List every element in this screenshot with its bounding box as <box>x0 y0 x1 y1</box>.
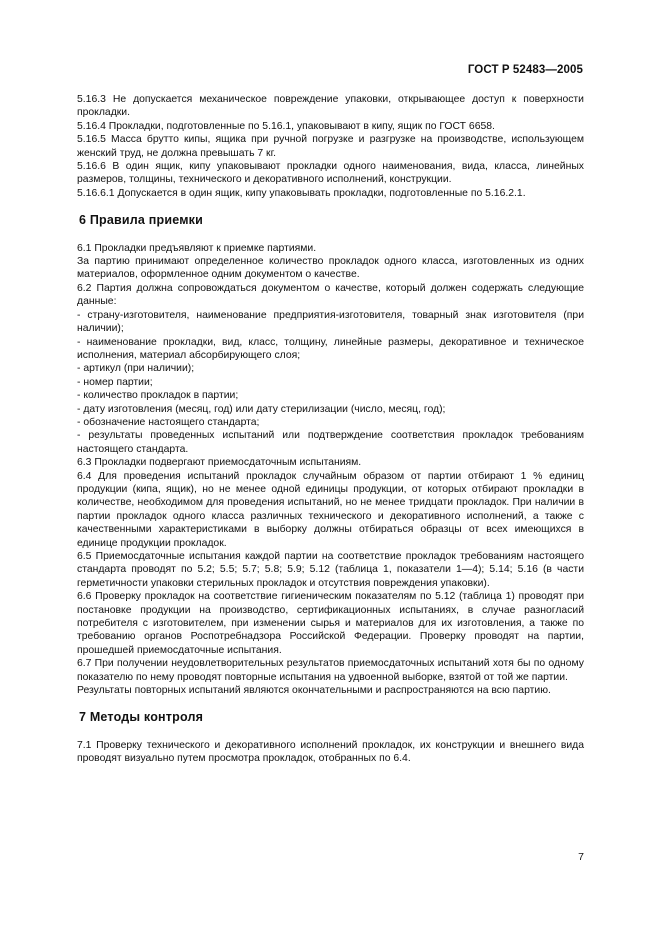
list-item: - номер партии; <box>77 376 153 388</box>
list-item: - количество прокладок в партии; <box>77 390 239 402</box>
paragraph-5-16-6: 5.16.6 В один ящик, кипу упаковывают прокладки одного наименования, вида, класса, линейных размеров, толщины, технического и декоративного исполнений, конструкции. <box>77 161 584 186</box>
paragraph-6-7-results: Результаты повторных испытаний являются окончательными и распространяются на всю партию. <box>77 685 551 697</box>
paragraph-6-2: 6.2 Партия должна сопровождаться документом о качестве, который должен содержать следующие данные: <box>77 282 584 308</box>
paragraph-6-4: 6.4 Для проведения испытаний прокладок случайным образом от партии отбирают 1 % единиц продукции (кипа, ящик), но не менее одной единицы продукции, от которых отбирают прокладки в количестве, необходимом для проведения испытаний, но не менее тридцати прокладок. При наличии в партии прокладок одного класса различных технического и декоративного исполнений, а также с качественными характеристиками в выборку должны отбираться образцы от всех имеющихся в единице продукции прокладок. <box>77 470 584 549</box>
list-item: - артикул (при наличии); <box>77 363 195 375</box>
paragraph-5-16-4: 5.16.4 Прокладки, подготовленные по 5.16.1, упаковывают в кипу, ящик по ГОСТ 6658. <box>77 120 495 132</box>
paragraph-6-1-batch: За партию принимают определенное количество прокладок одного класса, изготовленных из одних материалов, оформленное одним документом о качестве. <box>77 256 584 281</box>
paragraph-6-1: 6.1 Прокладки предъявляют к приемке партиями. <box>77 242 317 254</box>
paragraph-5-16-6-1: 5.16.6.1 Допускается в один ящик, кипу упаковывать прокладки, подготовленные по 5.16.2.1. <box>77 187 526 199</box>
section-6-title: 6 Правила приемки <box>79 213 203 228</box>
paragraph-6-3: 6.3 Прокладки подвергают приемосдаточным испытаниям. <box>77 457 362 469</box>
paragraph-5-16-3: 5.16.3 Не допускается механическое повреждение упаковки, открывающее доступ к поверхности прокладки. <box>77 94 584 119</box>
list-item: - дату изготовления (месяц, год) или дату стерилизации (число, месяц, год); <box>77 403 446 415</box>
document-body <box>77 93 584 766</box>
list-item: - страну-изготовителя, наименование предприятия-изготовителя, товарный знак изготовителя (при наличии); <box>77 309 584 335</box>
paragraph-6-5: 6.5 Приемосдаточные испытания каждой партии на соответствие прокладок требованиям настоящего стандарта проводят по 5.2; 5.5; 5.7; 5.8; 5.9; 5.12 (таблица 1, показатели 1—4); 5.14; 5.16 (в части герметичности упаковки стерильных прокладок и отсутствия повреждения упаковки). <box>77 551 584 589</box>
section-7-title: 7 Методы контроля <box>79 710 204 725</box>
page-number: 7 <box>578 851 584 863</box>
document-header: ГОСТ Р 52483—2005 <box>467 64 583 76</box>
list-item: - обозначение настоящего стандарта; <box>77 416 260 428</box>
paragraph-5-16-5: 5.16.5 Масса брутто кипы, ящика при ручной погрузке и разгрузке на производстве, использующем женский труд, не должна превышать 7 кг. <box>77 134 584 159</box>
paragraph-6-7: 6.7 При получении неудовлетворительных результатов приемосдаточных испытаний хотя бы по одному показателю по нему проводят повторные испытания на удвоенной выборке, взятой от той же партии. <box>77 658 584 683</box>
paragraph-7-1: 7.1 Проверку технического и декоративного исполнений прокладок, их конструкции и внешнего вида проводят визуально путем просмотра прокладок, отобранных по 6.4. <box>77 739 584 765</box>
paragraph-6-6: 6.6 Проверку прокладок на соответствие гигиеническим показателям по 5.12 (таблица 1) проводят при постановке продукции на производство, сертификационных испытаниях, в случае разногласий потребителя с изготовителем, при изменении сырья и материалов для их изготовления, а также по требованию органов Роспотребнадзора Российской Федерации. Проверку проводят на партии, прошедшей приемосдаточные испытания. <box>77 591 584 656</box>
list-item: - результаты проведенных испытаний или подтверждение соответствия прокладок требованиям настоящего стандарта. <box>77 430 584 455</box>
list-item: - наименование прокладки, вид, класс, толщину, линейные размеры, декоративное и техническое исполнения, материал абсорбирующего слоя; <box>77 336 584 361</box>
